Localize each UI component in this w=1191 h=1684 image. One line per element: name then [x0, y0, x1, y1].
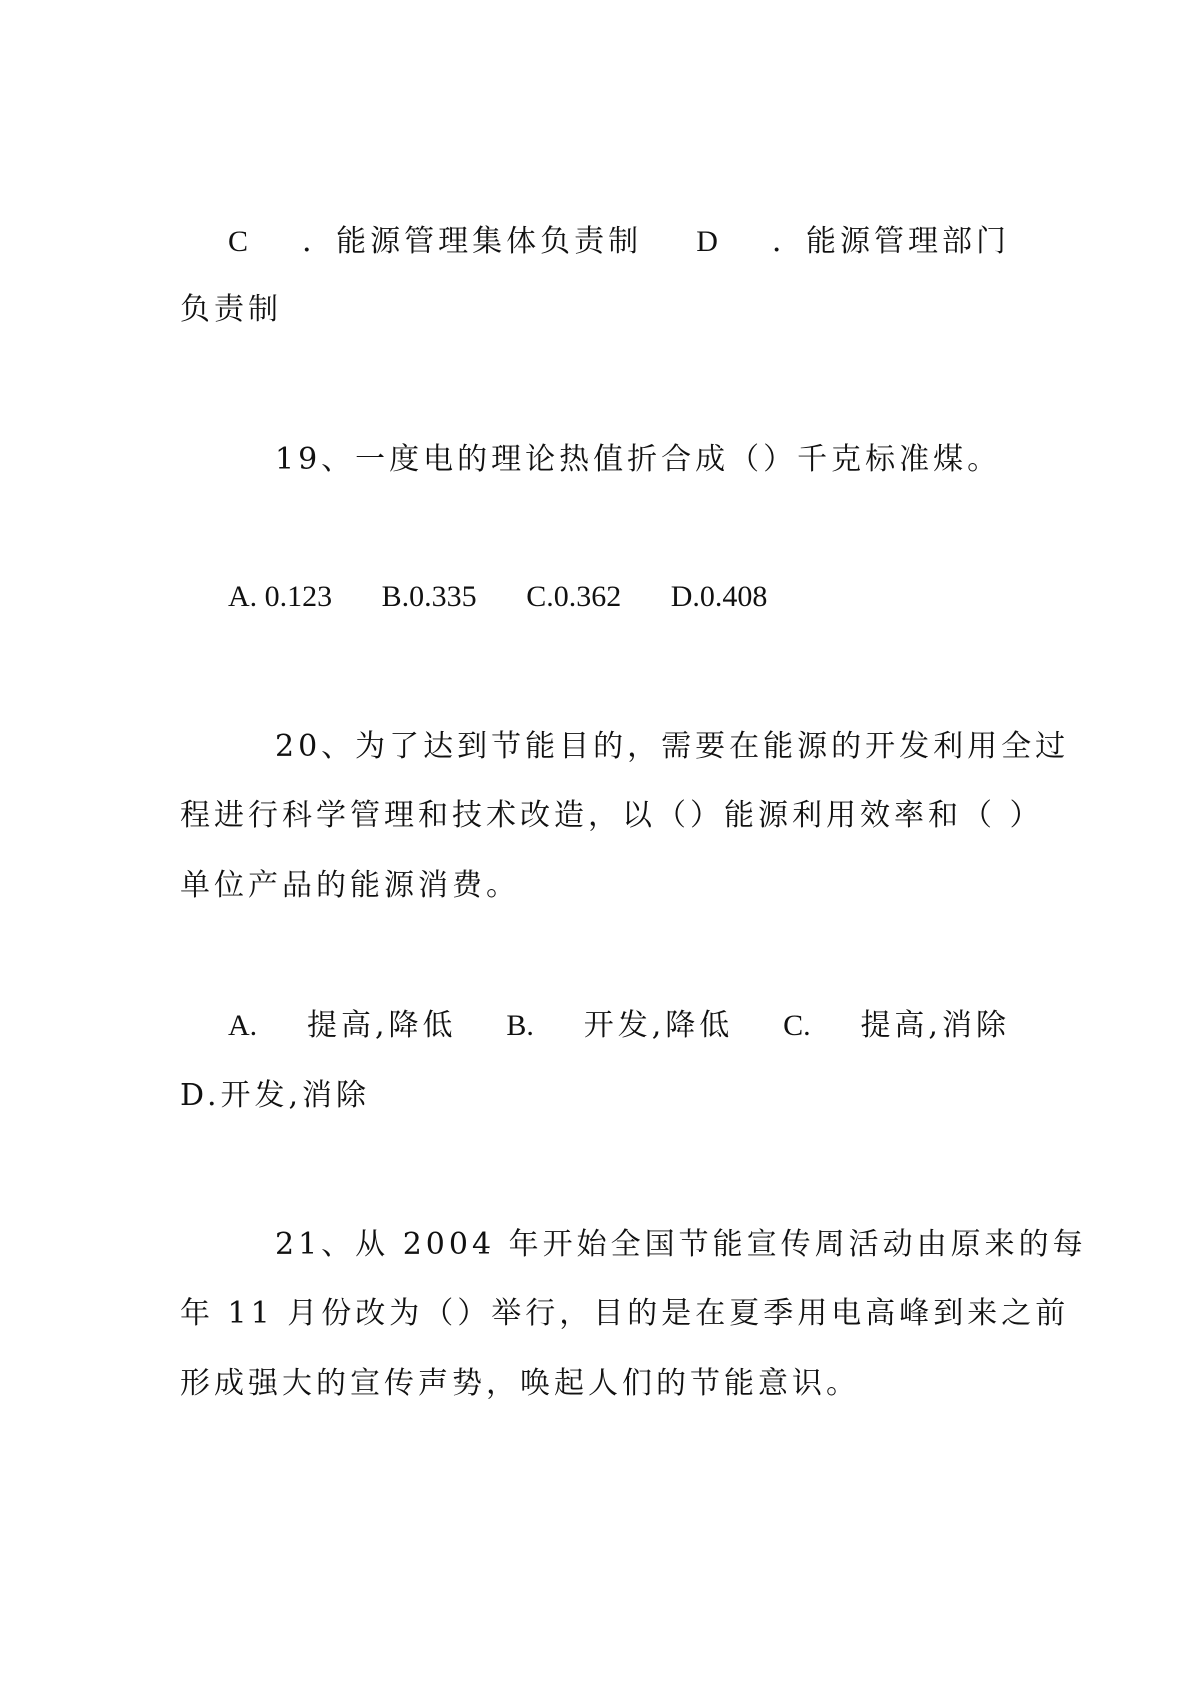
q18-option-d-letter: D	[696, 225, 718, 258]
q20-option-c-text: 提高,消除	[860, 1008, 1010, 1043]
q18-option-c-letter: C	[228, 225, 249, 258]
q18-options-line-1	[228, 222, 1010, 262]
q19-stem: 19、一度电的理论热值折合成（）千克标准煤。	[275, 442, 1002, 477]
q19-option-d: D.0.408	[670, 580, 768, 613]
q20-option-b-text: 开发,降低	[583, 1008, 734, 1043]
q18-option-d-text: ．能源管理部门	[771, 224, 1010, 259]
q20-stem-line-2: 程进行科学管理和技术改造，以（）能源利用效率和（ ）	[180, 798, 1044, 833]
q20-stem-line-3: 单位产品的能源消费。	[180, 868, 520, 903]
q19-options	[228, 577, 1058, 617]
q19-option-c: C.0.362	[526, 580, 622, 613]
q20-option-a-letter: A.	[228, 1009, 258, 1042]
q18-option-c-text: ．能源管理集体负责制	[302, 224, 643, 259]
q20-stem-line-1: 20、为了达到节能目的，需要在能源的开发利用全过	[275, 729, 1070, 764]
q20-option-a-text: 提高,降低	[307, 1008, 457, 1043]
q18-options-line-2: 负责制	[180, 292, 282, 327]
q19-option-a: A. 0.123	[228, 580, 333, 613]
q21-stem-line-2: 年 11 月份改为（）举行，目的是在夏季用电高峰到来之前	[180, 1296, 1070, 1331]
q20-option-b-letter: B.	[506, 1009, 534, 1042]
q21-stem-line-3: 形成强大的宣传声势，唤起人们的节能意识。	[180, 1366, 860, 1401]
q19-option-b: B.0.335	[381, 580, 477, 613]
q20-option-c-letter: C.	[783, 1009, 811, 1042]
q20-options-line-1	[228, 1006, 1010, 1046]
q21-stem-line-1: 21、从 2004 年开始全国节能宣传周活动由原来的每	[275, 1227, 1087, 1262]
q20-options-line-2: D.开发,消除	[180, 1078, 371, 1113]
